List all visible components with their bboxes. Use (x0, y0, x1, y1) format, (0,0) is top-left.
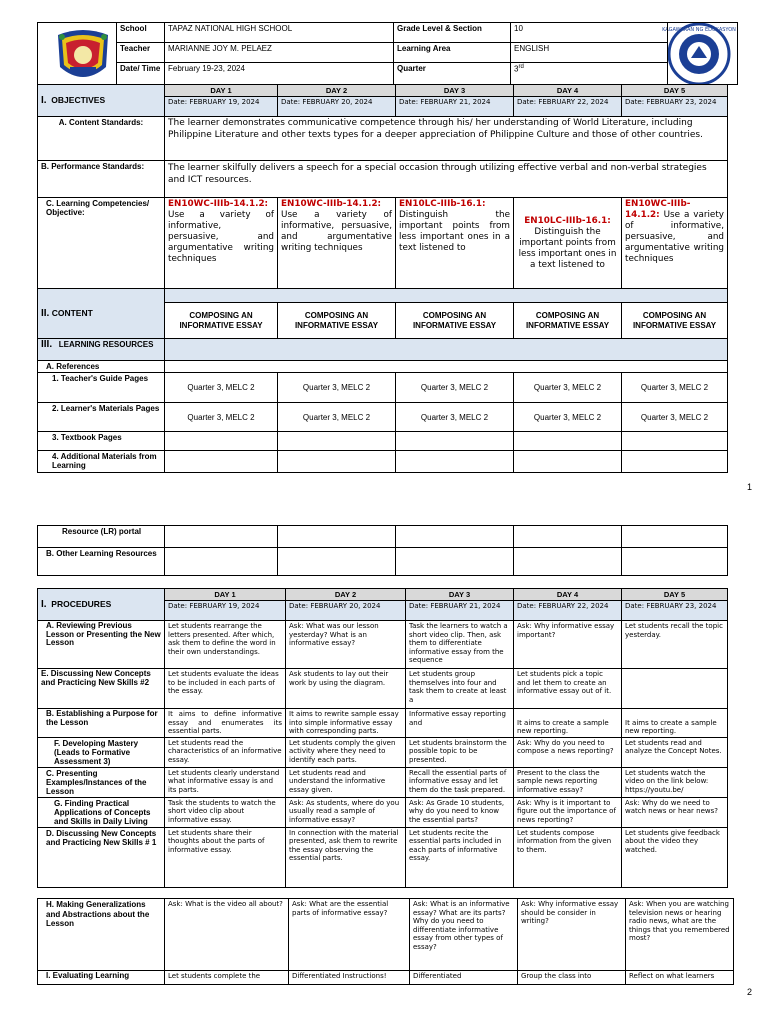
procedure-cell: Let students rearrange the letters presented. After which, ask them to define the word in their own understandings. (165, 621, 286, 669)
resources-heading: III. LEARNING RESOURCES (38, 339, 165, 361)
day-date: Date: FEBRUARY 21, 2024 (396, 97, 514, 117)
lr-portal-label: Resource (LR) portal (38, 526, 165, 548)
area-value: ENGLISH (511, 43, 668, 63)
day-date: Date: FEBRUARY 19, 2024 (165, 97, 278, 117)
day-header: DAY 5 (622, 85, 728, 97)
procedure-cell: It aims to create a sample new reporting. (622, 709, 728, 738)
competencies-label: C. Learning Competencies/ Objective: (38, 198, 165, 289)
lm-cell: Quarter 3, MELC 2 (514, 403, 622, 432)
tg-cell: Quarter 3, MELC 2 (622, 373, 728, 403)
procedures-table (37, 588, 728, 888)
lm-cell: Quarter 3, MELC 2 (278, 403, 396, 432)
generalizations-label: H. Making Generalizations and Abstractions about the Lesson (38, 899, 165, 971)
procedure-cell: Reflect on what learners (626, 971, 734, 985)
content-cell: COMPOSING AN INFORMATIVE ESSAY (514, 303, 622, 339)
content-standards-label: A. Content Standards: (38, 117, 165, 161)
procedure-cell: Differentiated Instructions! (289, 971, 410, 985)
mastery-label: F. Developing Mastery (Leads to Formative Assessment 3) (38, 737, 165, 767)
grade-value: 10 (511, 23, 668, 43)
seal-lettering: KAGAWARAN NG EDUKASYON (662, 27, 736, 33)
evaluating-label: I. Evaluating Learning (38, 971, 165, 985)
performance-standards-label: B. Performance Standards: (38, 161, 165, 198)
page-number: 1 (747, 482, 753, 492)
day-header: DAY 2 (286, 589, 406, 601)
day-date: Date: FEBRUARY 23, 2024 (622, 601, 728, 621)
procedure-cell: Let students complete the (165, 971, 289, 985)
competency-cell: EN10WC-IIIb-14.1.2: Use a variety of informative, persuasive, and argumentative writing techniques (278, 198, 396, 289)
procedure-cell: Let students read and analyze the Concept Notes. (622, 737, 728, 767)
procedure-cell: Let students watch the video on the link below: https://youtu.be/ (622, 767, 728, 797)
day-header: DAY 1 (165, 589, 286, 601)
procedure-cell: Let students read and understand the informative essay given. (286, 767, 406, 797)
page-2 (0, 500, 768, 1024)
procedure-cell: Let students compose information from the given to them. (514, 827, 622, 887)
lm-cell: Quarter 3, MELC 2 (165, 403, 278, 432)
day-header: DAY 4 (514, 589, 622, 601)
day-header: DAY 3 (406, 589, 514, 601)
content-cell: COMPOSING AN INFORMATIVE ESSAY (278, 303, 396, 339)
grade-label: Grade Level & Section (394, 23, 511, 43)
procedure-cell: Let students recall the topic yesterday. (622, 621, 728, 669)
day-date: Date: FEBRUARY 20, 2024 (286, 601, 406, 621)
teacher-label: Teacher (117, 43, 165, 63)
applications-label: G. Finding Practical Applications of Concepts and Skills in Daily Living (38, 797, 165, 827)
header-table (37, 22, 738, 85)
procedure-cell: Let students brainstorm the possible topic to be presented. (406, 737, 514, 767)
day-date: Date: FEBRUARY 19, 2024 (165, 601, 286, 621)
content-cell: COMPOSING AN INFORMATIVE ESSAY (396, 303, 514, 339)
date-label: Date/ Time (117, 63, 165, 85)
procedure-cell: Let students read the characteristics of an informative essay. (165, 737, 286, 767)
tg-cell: Quarter 3, MELC 2 (165, 373, 278, 403)
procedure-cell: Present to the class the sample news reporting informative essay? (514, 767, 622, 797)
page-number: 2 (747, 987, 753, 997)
procedure-cell: Ask: Why do we need to watch news or hear news? (622, 797, 728, 827)
procedure-cell: Let students evaluate the ideas to be included in each parts of the essay. (165, 669, 286, 709)
resources-continued-table (37, 525, 728, 576)
textbook-label: 3. Textbook Pages (38, 432, 165, 451)
procedure-cell: In connection with the material presented, ask them to rewrite the essay observing the essential parts. (286, 827, 406, 887)
procedure-cell: Ask: As students, where do you usually read a sample of informative essay? (286, 797, 406, 827)
tg-cell: Quarter 3, MELC 2 (514, 373, 622, 403)
procedure-cell: Task the students to watch the short video clip about informative essay. (165, 797, 286, 827)
quarter-value: 3rd (511, 63, 668, 85)
reviewing-label: A. Reviewing Previous Lesson or Presenting the New Lesson (38, 621, 165, 669)
procedure-cell: Let students recite the essential parts included in each parts of informative essay. (406, 827, 514, 887)
procedure-cell (622, 669, 728, 709)
procedure-cell: Ask students to lay out their work by using the diagram. (286, 669, 406, 709)
procedure-cell: Ask: As Grade 10 students, why do you need to know the essential parts? (406, 797, 514, 827)
procedure-cell: Let students give feedback about the video they watched. (622, 827, 728, 887)
procedure-cell: It aims to rewrite sample essay into simple informative essay with corresponding parts. (286, 709, 406, 738)
day-header: DAY 4 (514, 85, 622, 97)
procedure-cell: Informative essay reporting and (406, 709, 514, 738)
discussing-2-label: E. Discussing New Concepts and Practicing New Skills #2 (38, 669, 165, 709)
procedure-cell: It aims to create a sample new reporting. (514, 709, 622, 738)
procedure-cell: Let students pick a topic and let them to create an informative essay out of it. (514, 669, 622, 709)
day-header: DAY 2 (278, 85, 396, 97)
procedure-cell: Ask: What is an informative essay? What are its parts? Why do you need to differentiate informative essay from other types of essay? (410, 899, 518, 971)
competency-cell: EN10WC-IIIb-14.1.2: Use a variety of informative, persuasive, and argumentative writing techniques (165, 198, 278, 289)
examples-label: C. Presenting Examples/Instances of the Lesson (38, 767, 165, 797)
day-date: Date: FEBRUARY 22, 2024 (514, 97, 622, 117)
lm-label: 2. Learner's Materials Pages (38, 403, 165, 432)
procedure-cell: Differentiated (410, 971, 518, 985)
date-value: February 19-23, 2024 (165, 63, 394, 85)
procedure-cell: It aims to define informative essay and enumerates its essential parts. (165, 709, 286, 738)
procedures-heading: I. PROCEDURES (38, 589, 165, 621)
quarter-label: Quarter (394, 63, 511, 85)
competency-cell: EN10LC-IIIb-16.1: Distinguish the important points from less important ones in a text listened to (514, 198, 622, 289)
area-label: Learning Area (394, 43, 511, 63)
tg-cell: Quarter 3, MELC 2 (396, 373, 514, 403)
page-1 (0, 0, 768, 500)
competency-cell: EN10LC-IIIb-16.1: Distinguish the important points from less important ones in a text listened to (396, 198, 514, 289)
other-resources-label: B. Other Learning Resources (38, 548, 165, 576)
procedure-cell: Ask: Why is it important to figure out the importance of news reporting? (514, 797, 622, 827)
procedure-cell: Let students comply the given activity where they need to identify each parts. (286, 737, 406, 767)
teacher-value: MARIANNE JOY M. PELAEZ (165, 43, 394, 63)
generalizations-table (37, 898, 734, 985)
discussing-1-label: D. Discussing New Concepts and Practicing New Skills # 1 (38, 827, 165, 887)
lm-cell: Quarter 3, MELC 2 (622, 403, 728, 432)
procedure-cell: Ask: When you are watching television news or hearing radio news, what are the things that you remembered most? (626, 899, 734, 971)
procedure-cell: Recall the essential parts of informative essay and let them do the task prepared. (406, 767, 514, 797)
procedure-cell: Ask: Why informative essay important? (514, 621, 622, 669)
procedure-cell: Ask: Why informative essay should be consider in writing? (518, 899, 626, 971)
tg-cell: Quarter 3, MELC 2 (278, 373, 396, 403)
procedure-cell: Let students share their thoughts about the parts of informative essay. (165, 827, 286, 887)
references-label: A. References (38, 361, 165, 373)
purpose-label: B. Establishing a Purpose for the Lesson (38, 709, 165, 738)
content-standards: The learner demonstrates communicative competence through his/ her understanding of World Literature, including Philippine Literature and other texts types for a deeper appreciation of Philippine Culture and those of other countries. (165, 117, 728, 161)
day-date: Date: FEBRUARY 22, 2024 (514, 601, 622, 621)
procedure-cell: Let students clearly understand what informative essay is and its parts. (165, 767, 286, 797)
objectives-heading: I. OBJECTIVES (38, 85, 165, 117)
day-date: Date: FEBRUARY 20, 2024 (278, 97, 396, 117)
day-date: Date: FEBRUARY 21, 2024 (406, 601, 514, 621)
content-cell: COMPOSING AN INFORMATIVE ESSAY (165, 303, 278, 339)
content-cell: COMPOSING AN INFORMATIVE ESSAY (622, 303, 728, 339)
school-label: School (117, 23, 165, 43)
procedure-cell: Ask: Why do you need to compose a news reporting? (514, 737, 622, 767)
day-header: DAY 5 (622, 589, 728, 601)
objectives-table (37, 84, 728, 473)
day-header: DAY 1 (165, 85, 278, 97)
school-value: TAPAZ NATIONAL HIGH SCHOOL (165, 23, 394, 43)
performance-standards: The learner skilfully delivers a speech for a special occasion through utilizing effective verbal and non-verbal strategies and ICT resources. (165, 161, 728, 198)
procedure-cell: Task the learners to watch a short video clip. Then, ask them to differentiate informative essay from the sequence (406, 621, 514, 669)
lm-cell: Quarter 3, MELC 2 (396, 403, 514, 432)
procedure-cell: Ask: What was our lesson yesterday? What is an informative essay? (286, 621, 406, 669)
tg-label: 1. Teacher's Guide Pages (38, 373, 165, 403)
additional-label: 4. Additional Materials from Learning (38, 451, 165, 473)
procedure-cell: Ask: What is the video all about? (165, 899, 289, 971)
day-date: Date: FEBRUARY 23, 2024 (622, 97, 728, 117)
procedure-cell: Group the class into (518, 971, 626, 985)
procedure-cell: Let students group themselves into four and task them to create at least a (406, 669, 514, 709)
competency-cell: EN10WC-IIIb-14.1.2: Use a variety of informative, persuasive, and argumentative writing techniques (622, 198, 728, 289)
procedure-cell: Ask: What are the essential parts of informative essay? (289, 899, 410, 971)
day-header: DAY 3 (396, 85, 514, 97)
content-heading: II. CONTENT (38, 289, 165, 339)
